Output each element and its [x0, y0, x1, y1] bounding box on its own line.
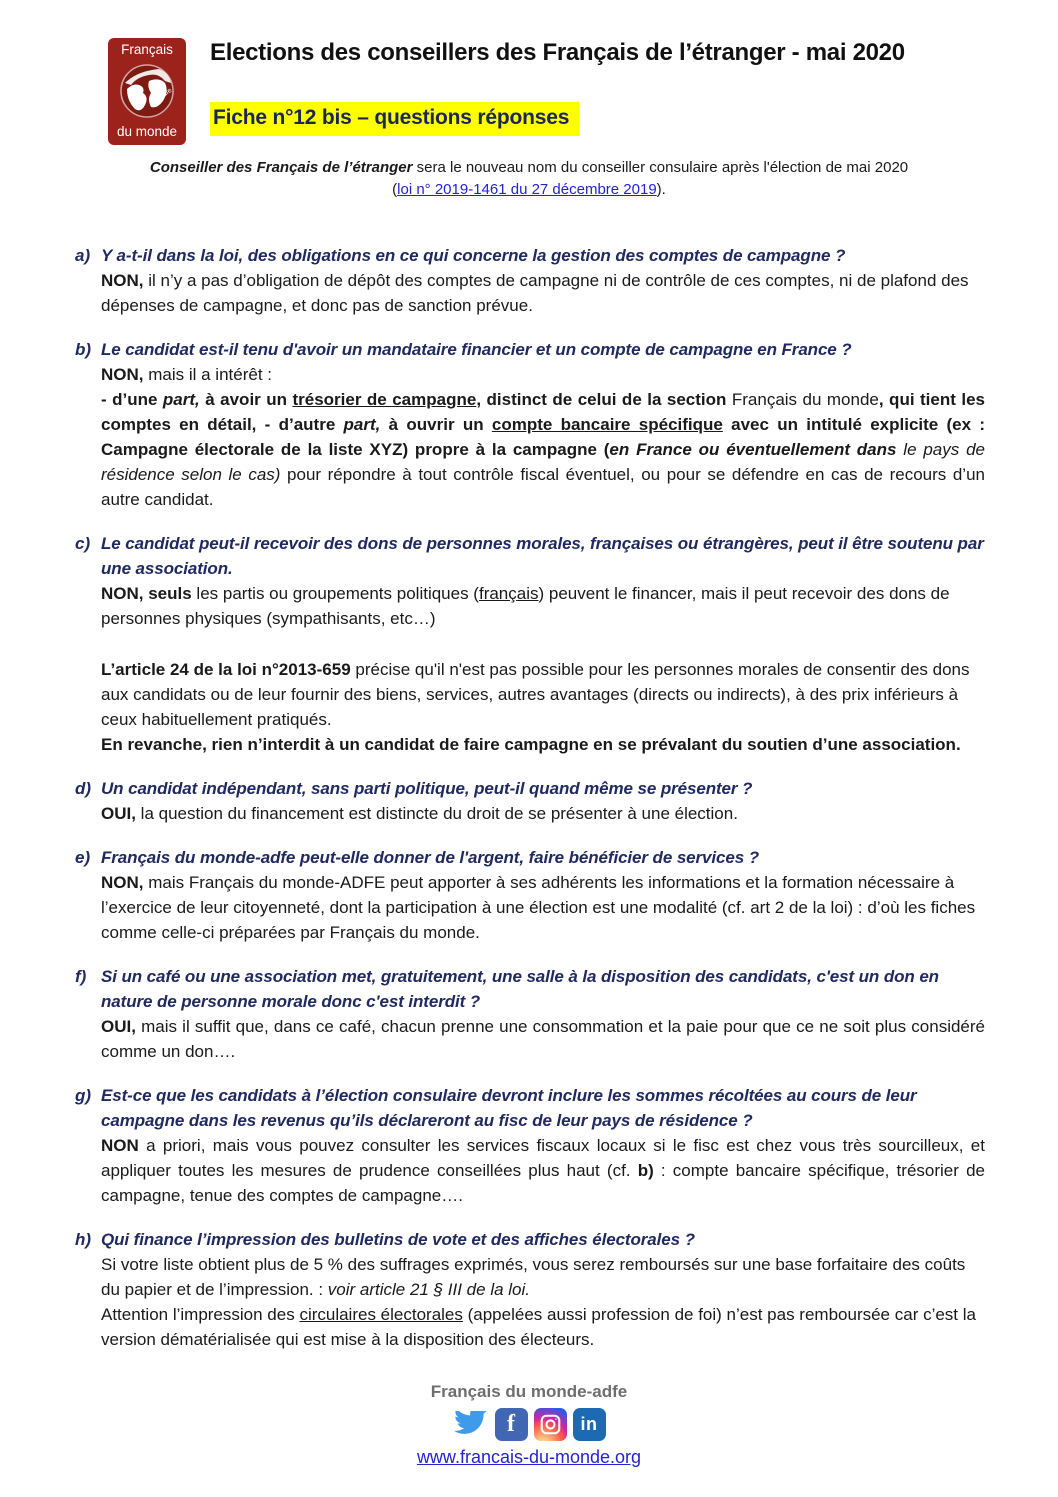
qa-label: e): [75, 848, 91, 867]
intro-note: [0, 157, 1058, 201]
qa-answer-paragraph: OUI, la question du financement est distincte du droit de se présenter à une élection.: [101, 804, 738, 823]
footer-link-row: [0, 1447, 1058, 1468]
qa-item-c: [75, 531, 985, 757]
qa-label: h): [75, 1230, 92, 1249]
footer: [0, 1382, 1058, 1468]
qa-answer-paragraph: En revanche, rien n’interdit à un candidat de faire campagne en se prévalant du soutien d’une association.: [101, 735, 961, 754]
social-icons-row: [0, 1406, 1058, 1442]
qa-answer-paragraph: Attention l’impression des circulaires électorales (appelées aussi profession de foi) n’est pas remboursée car c’est la version dématérialisée qui est mise à la disposition des électeurs.: [101, 1305, 976, 1349]
qa-item-g: [75, 1083, 985, 1208]
qa-question: Le candidat peut-il recevoir des dons de personnes morales, françaises ou étrangères, peut il être soutenu par une association.: [101, 534, 984, 578]
qa-answer-paragraph: L’article 24 de la loi n°2013-659 précise qu'il n'est pas possible pour les personnes morales de consentir des dons aux candidats ou de leur fournir des biens, services, autres avantages (directs ou indirects), à des prix inférieurs à ceux habituellement pratiqués.: [101, 660, 970, 729]
intro-line-1: Conseiller des Français de l’étranger sera le nouveau nom du conseiller consulaire après l'élection de mai 2020: [149, 159, 909, 176]
francais-du-monde-logo: [108, 38, 186, 145]
qa-item-b: [75, 337, 985, 512]
page-title: Elections des conseillers des Français de l’étranger - mai 2020: [210, 39, 905, 66]
qa-question: Un candidat indépendant, sans parti politique, peut-il quand même se présenter ?: [101, 779, 753, 798]
qa-question: Si un café ou une association met, gratuitement, une salle à la disposition des candidats, c'est un don en nature de personne morale donc c'est interdit ?: [101, 967, 939, 1011]
qa-item-a: [75, 243, 985, 318]
instagram-icon[interactable]: [534, 1408, 567, 1441]
logo-text-top: Français: [121, 42, 173, 57]
qa-label: d): [75, 779, 92, 798]
qa-answer-paragraph: - d’une part, à avoir un trésorier de campagne, distinct de celui de la section Français du monde, qui tient les comptes en détail, - d’autre part, à ouvrir un compte bancaire spécifique avec un intitulé explicite (ex : Campagne électorale de la liste XYZ) propre à la campagne (en France ou éventuellement dans le pays de résidence selon le cas) pour répondre à tout contrôle fiscal éventuel, ou pour se défendre en cas de recours d’un autre candidat.: [101, 390, 986, 509]
qa-label: f): [75, 967, 87, 986]
qa-answer-paragraph: Si votre liste obtient plus de 5 % des suffrages exprimés, vous serez remboursés sur une base forfaitaire des coûts du papier et de l’impression. : voir article 21 § III de la loi.: [101, 1255, 966, 1299]
qa-answer-paragraph: NON, mais il a intérêt :: [101, 365, 272, 384]
page-subtitle: Fiche n°12 bis – questions réponses: [210, 102, 579, 136]
footer-website-link[interactable]: www.francais-du-monde.org: [416, 1447, 642, 1467]
globe-icon: [119, 63, 175, 119]
intro-law-link[interactable]: loi n° 2019-1461 du 27 décembre 2019: [397, 181, 657, 198]
logo-text-bottom: du monde: [116, 124, 178, 139]
qa-question: Y a-t-il dans la loi, des obligations en ce qui concerne la gestion des comptes de campagne ?: [101, 246, 846, 265]
linkedin-icon[interactable]: in: [573, 1408, 606, 1441]
footer-org-name: Français du monde-adfe: [430, 1382, 628, 1401]
qa-answer-paragraph: NON, seuls les partis ou groupements politiques (français) peuvent le financer, mais il peut recevoir des dons de personnes physiques (sympathisants, etc…): [101, 584, 950, 628]
qa-label: c): [75, 534, 91, 553]
qa-item-f: [75, 964, 985, 1064]
facebook-icon[interactable]: f: [495, 1408, 528, 1441]
qa-item-d: [75, 776, 985, 826]
header: [0, 0, 1058, 139]
qa-question: Français du monde-adfe peut-elle donner de l'argent, faire bénéficier de services ?: [101, 848, 759, 867]
svg-text:adfe: adfe: [158, 86, 174, 101]
qa-question: Est-ce que les candidats à l’élection consulaire devront inclure les sommes récoltées au cours de leur campagne dans les revenus qu’ils déclareront au fisc de leur pays de résidence ?: [101, 1086, 917, 1130]
qa-item-e: [75, 845, 985, 945]
qa-list: [0, 243, 1058, 1352]
intro-line-2: (loi n° 2019-1461 du 27 décembre 2019).: [392, 181, 666, 198]
qa-item-h: [75, 1227, 985, 1352]
qa-answer-paragraph: OUI, mais il suffit que, dans ce café, chacun prenne une consommation et la paie pour que ce ne soit plus considéré comme un don….: [101, 1017, 985, 1061]
qa-answer-paragraph: NON a priori, mais vous pouvez consulter les services fiscaux locaux si le fisc est chez vous très sourcilleux, et appliquer toutes les mesures de prudence conseillées plus haut (cf. b) : compte bancaire spécifique, trésorier de campagne, tenue des comptes de campagne….: [101, 1136, 985, 1205]
qa-question: Le candidat est-il tenu d'avoir un mandataire financier et un compte de campagne en France ?: [101, 340, 852, 359]
qa-label: a): [75, 246, 91, 265]
qa-question: Qui finance l’impression des bulletins de vote et des affiches électorales ?: [101, 1230, 695, 1249]
qa-label: b): [75, 340, 92, 359]
qa-answer-paragraph: NON, il n’y a pas d’obligation de dépôt des comptes de campagne ni de contrôle de ces comptes, ni de plafond des dépenses de campagne, et donc pas de sanction prévue.: [101, 271, 969, 315]
qa-label: g): [75, 1086, 92, 1105]
twitter-icon[interactable]: [453, 1408, 489, 1441]
qa-answer-paragraph: NON, mais Français du monde-ADFE peut apporter à ses adhérents les informations et la formation nécessaire à l’exercice de leur citoyenneté, dont la participation à une élection est une modalité (cf. art 2 de la loi) : d’où les fiches comme celle-ci préparées par Français du monde.: [101, 873, 976, 942]
